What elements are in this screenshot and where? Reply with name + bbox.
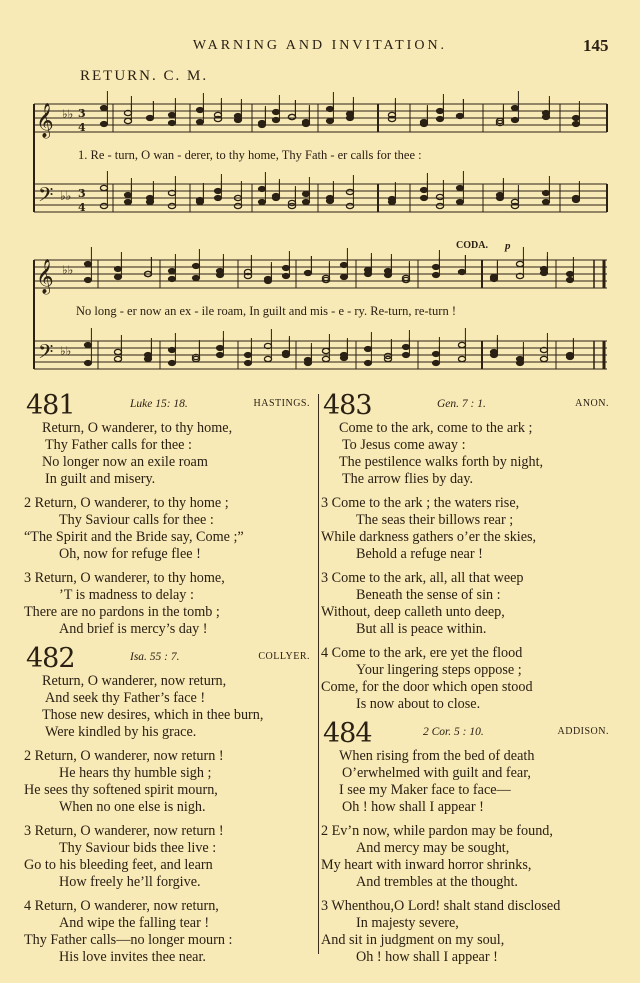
hymn-number: 484 (323, 718, 372, 749)
verse-line: His love invites thee near. (59, 949, 206, 965)
verse-line: Return, O wanderer, now return, (42, 673, 227, 689)
stanza (26, 495, 314, 563)
note-head (168, 360, 175, 365)
time-sig-bass-lower: 4 (78, 201, 86, 214)
hymn-header (323, 720, 613, 748)
coda-label: CODA. (456, 240, 488, 251)
note-head (146, 195, 153, 200)
note-head (114, 266, 121, 271)
verse-line: And sit in judgment on my soul, (321, 932, 505, 948)
hymn-481 (26, 392, 314, 638)
hymn-stanzas (323, 420, 613, 713)
right-column (323, 392, 613, 973)
note-head (146, 115, 153, 120)
verse-line: Thy Father calls for thee : (45, 437, 192, 453)
note-head (490, 276, 497, 281)
verse-line: Without, deep calleth unto deep, (321, 604, 505, 620)
verse-line: Thy Father calls—no longer mourn : (24, 932, 233, 948)
key-flats-bass-2: ♭♭ (60, 344, 72, 358)
note-head (346, 115, 353, 120)
key-flats-bass-1: ♭♭ (60, 189, 72, 203)
note-head (516, 261, 523, 266)
note-head (114, 349, 121, 354)
note-head (192, 275, 199, 280)
bass-clef-2: 𝄢 (38, 340, 54, 368)
stanza (323, 570, 613, 638)
note-head (168, 347, 175, 352)
verse-line: Go to his bleeding feet, and learn (24, 857, 213, 873)
note-head (84, 360, 91, 365)
hymn-stanzas (26, 420, 314, 638)
note-head (282, 265, 289, 270)
note-head (144, 352, 151, 357)
time-sig-treble-lower: 4 (78, 121, 86, 134)
left-column (26, 392, 314, 973)
note-head (272, 109, 279, 114)
note-head (496, 195, 503, 200)
note-head (542, 199, 549, 204)
note-head (216, 352, 223, 357)
note-head (258, 120, 265, 125)
verse-line: When no one else is nigh. (59, 799, 206, 815)
note-head (214, 195, 221, 200)
hymn-482 (26, 645, 314, 966)
verse-line: Beneath the sense of sin : (356, 587, 501, 603)
verse-line: Behold a refuge near ! (356, 546, 483, 562)
stanza (323, 823, 613, 891)
verse-line: Oh, now for refuge flee ! (59, 546, 201, 562)
note-head (420, 119, 427, 124)
note-head (364, 360, 371, 365)
note-head (566, 277, 573, 282)
verse-line: 3 Come to the ark, all, all that weep (321, 570, 524, 586)
note-head (326, 118, 333, 123)
note-head (84, 342, 91, 347)
dynamic-marking: p (505, 240, 511, 252)
scripture-reference: Gen. 7 : 1. (437, 398, 486, 410)
hymn-author: HASTINGS. (253, 398, 310, 409)
verse-line: 3 Return, O wanderer, to thy home, (24, 570, 225, 586)
hymn-stanzas (323, 748, 613, 966)
note-head (168, 203, 175, 208)
note-head (326, 106, 333, 111)
verse-line: O’erwhelmed with guilt and fear, (342, 765, 531, 781)
note-head (420, 195, 427, 200)
stanza (323, 748, 613, 816)
note-head (214, 188, 221, 193)
note-head (100, 203, 107, 208)
note-head (100, 185, 107, 190)
verse-line: And trembles at the thought. (356, 874, 518, 890)
note-head (340, 274, 347, 279)
stanza (26, 823, 314, 891)
verse-line: Return, O wanderer, to thy home, (42, 420, 233, 436)
note-head (458, 356, 465, 361)
note-head (511, 117, 518, 122)
verse-line: Your lingering steps oppose ; (356, 662, 522, 678)
verse-line: And seek thy Father’s face ! (45, 690, 206, 706)
note-head (340, 352, 347, 357)
scripture-reference: Luke 15: 18. (130, 398, 188, 410)
note-head (84, 261, 91, 266)
note-head (436, 116, 443, 121)
note-head (168, 112, 175, 117)
note-head (302, 191, 309, 196)
verse-line: “The Spirit and the Bride say, Come ;” (24, 529, 244, 545)
stanza (26, 673, 314, 741)
note-head (436, 194, 443, 199)
treble-staff-1 (34, 104, 607, 132)
note-head (234, 203, 241, 208)
key-flats-2: ♭♭ (62, 263, 74, 277)
tune-title: RETURN. C. M. (80, 68, 209, 84)
verse-line: Oh ! how shall I appear ! (356, 949, 498, 965)
note-head (234, 113, 241, 118)
note-head (458, 342, 465, 347)
note-head (192, 263, 199, 268)
time-sig-bass: 3 (78, 187, 86, 200)
hymn-header (323, 392, 613, 420)
note-head (302, 199, 309, 204)
note-head (540, 270, 547, 275)
note-head (258, 186, 265, 191)
verse-line: In guilt and misery. (45, 471, 156, 487)
note-head (216, 345, 223, 350)
stanza (26, 748, 314, 816)
verse-line: When rising from the bed of death (339, 748, 535, 764)
time-sig-treble: 3 (78, 107, 86, 120)
note-head (304, 270, 311, 275)
verse-line: 4 Come to the ark, ere yet the flood (321, 645, 523, 661)
note-head (566, 352, 573, 357)
hymn-number: 483 (323, 390, 372, 421)
verse-line: 2 Return, O wanderer, to thy home ; (24, 495, 229, 511)
note-head (346, 189, 353, 194)
note-head (216, 272, 223, 277)
note-head (168, 268, 175, 273)
note-head (196, 107, 203, 112)
verse-line: Oh ! how shall I appear ! (342, 799, 484, 815)
note-head (542, 190, 549, 195)
music-score (0, 80, 640, 380)
note-head (114, 274, 121, 279)
note-head (432, 360, 439, 365)
hymn-author: ANON. (575, 398, 609, 409)
verse-line: 2 Return, O wanderer, now return ! (24, 748, 224, 764)
note-head (288, 114, 295, 119)
verse-line: And brief is mercy’s day ! (59, 621, 208, 637)
hymn-number: 482 (26, 643, 75, 674)
note-head (196, 199, 203, 204)
page-header (0, 36, 640, 60)
note-head (420, 187, 427, 192)
note-head (264, 356, 271, 361)
stanza (26, 898, 314, 966)
hymn-header (26, 392, 314, 420)
note-head (511, 105, 518, 110)
treble-clef-2: 𝄞 (36, 259, 54, 294)
note-head (322, 348, 329, 353)
verse-line: How freely he’ll forgive. (59, 874, 201, 890)
verse-line: 3 Return, O wanderer, now return ! (24, 823, 224, 839)
note-head (516, 360, 523, 365)
verse-line: Come, for the door which open stood (321, 679, 533, 695)
tune-lyrics-line2: No long - er now an ex - ile roam, In guilt and mis - e - ry. Re-turn, re-turn ! (76, 304, 456, 318)
verse-line: Is now about to close. (356, 696, 481, 712)
note-head (436, 203, 443, 208)
note-head (168, 276, 175, 281)
note-head (572, 115, 579, 120)
treble-clef-1: 𝄞 (36, 103, 54, 138)
note-head (456, 199, 463, 204)
note-head (436, 108, 443, 113)
stanza (26, 570, 314, 638)
verse-line: My heart with inward horror shrinks, (321, 857, 532, 873)
verse-line: 3 Whenthou,O Lord! shalt stand disclosed (321, 898, 561, 914)
note-head (196, 119, 203, 124)
note-head (168, 120, 175, 125)
note-head (432, 272, 439, 277)
page-number: 145 (583, 36, 609, 55)
hymn-484 (323, 720, 613, 966)
note-head (566, 271, 573, 276)
note-head (304, 360, 311, 365)
note-head (258, 199, 265, 204)
note-head (322, 356, 329, 361)
verse-line: He hears thy humble sigh ; (59, 765, 212, 781)
hymn-stanzas (26, 673, 314, 966)
note-head (84, 277, 91, 282)
verse-line: 2 Ev’n now, while pardon may be found, (321, 823, 553, 839)
note-head (124, 199, 131, 204)
note-head (572, 121, 579, 126)
note-head (282, 273, 289, 278)
verse-line: Were kindled by his grace. (45, 724, 197, 740)
note-head (402, 352, 409, 357)
verse-line: 4 Return, O wanderer, now return, (24, 898, 219, 914)
scripture-reference: Isa. 55 : 7. (130, 651, 180, 663)
verse-line: No longer now an exile roam (42, 454, 208, 470)
verse-line: To Jesus come away : (342, 437, 466, 453)
bass-clef-1: 𝄢 (38, 183, 54, 211)
note-head (264, 276, 271, 281)
note-head (100, 105, 107, 110)
verse-line: While darkness gathers o’er the skies, (321, 529, 537, 545)
column-divider (318, 394, 319, 954)
stanza (323, 898, 613, 966)
note-head (364, 346, 371, 351)
note-head (244, 360, 251, 365)
verse-line: Come to the ark, come to the ark ; (339, 420, 533, 436)
bass-staff-1 (34, 184, 607, 212)
hymn-header (26, 645, 314, 673)
note-head (124, 192, 131, 197)
hymn-author: COLLYER. (258, 651, 310, 662)
note-head (432, 351, 439, 356)
stanza (323, 645, 613, 713)
note-head (124, 118, 131, 123)
stanza (26, 420, 314, 488)
note-head (456, 185, 463, 190)
note-head (402, 344, 409, 349)
scripture-reference: 2 Cor. 5 : 10. (423, 726, 484, 738)
note-head (572, 195, 579, 200)
key-flats-1: ♭♭ (62, 107, 74, 121)
note-head (340, 262, 347, 267)
note-head (282, 352, 289, 357)
verse-line: The pestilence walks forth by night, (339, 454, 544, 470)
note-head (432, 264, 439, 269)
note-head (490, 352, 497, 357)
verse-line: The seas their billows rear ; (356, 512, 514, 528)
hymn-483 (323, 392, 613, 713)
verse-line: But all is peace within. (356, 621, 487, 637)
verse-line: Thy Saviour calls for thee : (59, 512, 214, 528)
verse-line: 3 Come to the ark ; the waters rise, (321, 495, 520, 511)
note-head (272, 117, 279, 122)
verse-line: Thy Saviour bids thee live : (59, 840, 217, 856)
tune-lyrics-line1: 1. Re - turn, O wan - derer, to thy home, Thy Fath - er calls for thee : (78, 148, 422, 162)
note-head (384, 268, 391, 273)
note-head (272, 195, 279, 200)
hymn-author: ADDISON. (557, 726, 609, 737)
note-head (540, 356, 547, 361)
note-head (302, 121, 309, 126)
hymn-number: 481 (26, 390, 75, 421)
verse-line: And wipe the falling tear ! (59, 915, 210, 931)
note-head (100, 121, 107, 126)
note-head (456, 113, 463, 118)
section-title: WARNING AND INVITATION. (192, 38, 448, 53)
note-head (346, 203, 353, 208)
note-head (244, 352, 251, 357)
stanza (323, 495, 613, 563)
verse-line: The arrow flies by day. (342, 471, 474, 487)
verse-line: ’T is madness to delay : (59, 587, 194, 603)
verse-line: I see my Maker face to face— (339, 782, 511, 798)
verse-line: And mercy may be sought, (356, 840, 510, 856)
note-head (114, 356, 121, 361)
note-head (388, 199, 395, 204)
note-head (326, 195, 333, 200)
verse-line: He sees thy softened spirit mourn, (24, 782, 218, 798)
verse-line: Those new desires, which in thee burn, (42, 707, 264, 723)
stanza (323, 420, 613, 488)
clefs (36, 103, 86, 368)
verse-line: In majesty severe, (356, 915, 459, 931)
note-head (542, 114, 549, 119)
note-head (458, 269, 465, 274)
note-head (364, 271, 371, 276)
verse-line: There are no pardons in the tomb ; (24, 604, 220, 620)
